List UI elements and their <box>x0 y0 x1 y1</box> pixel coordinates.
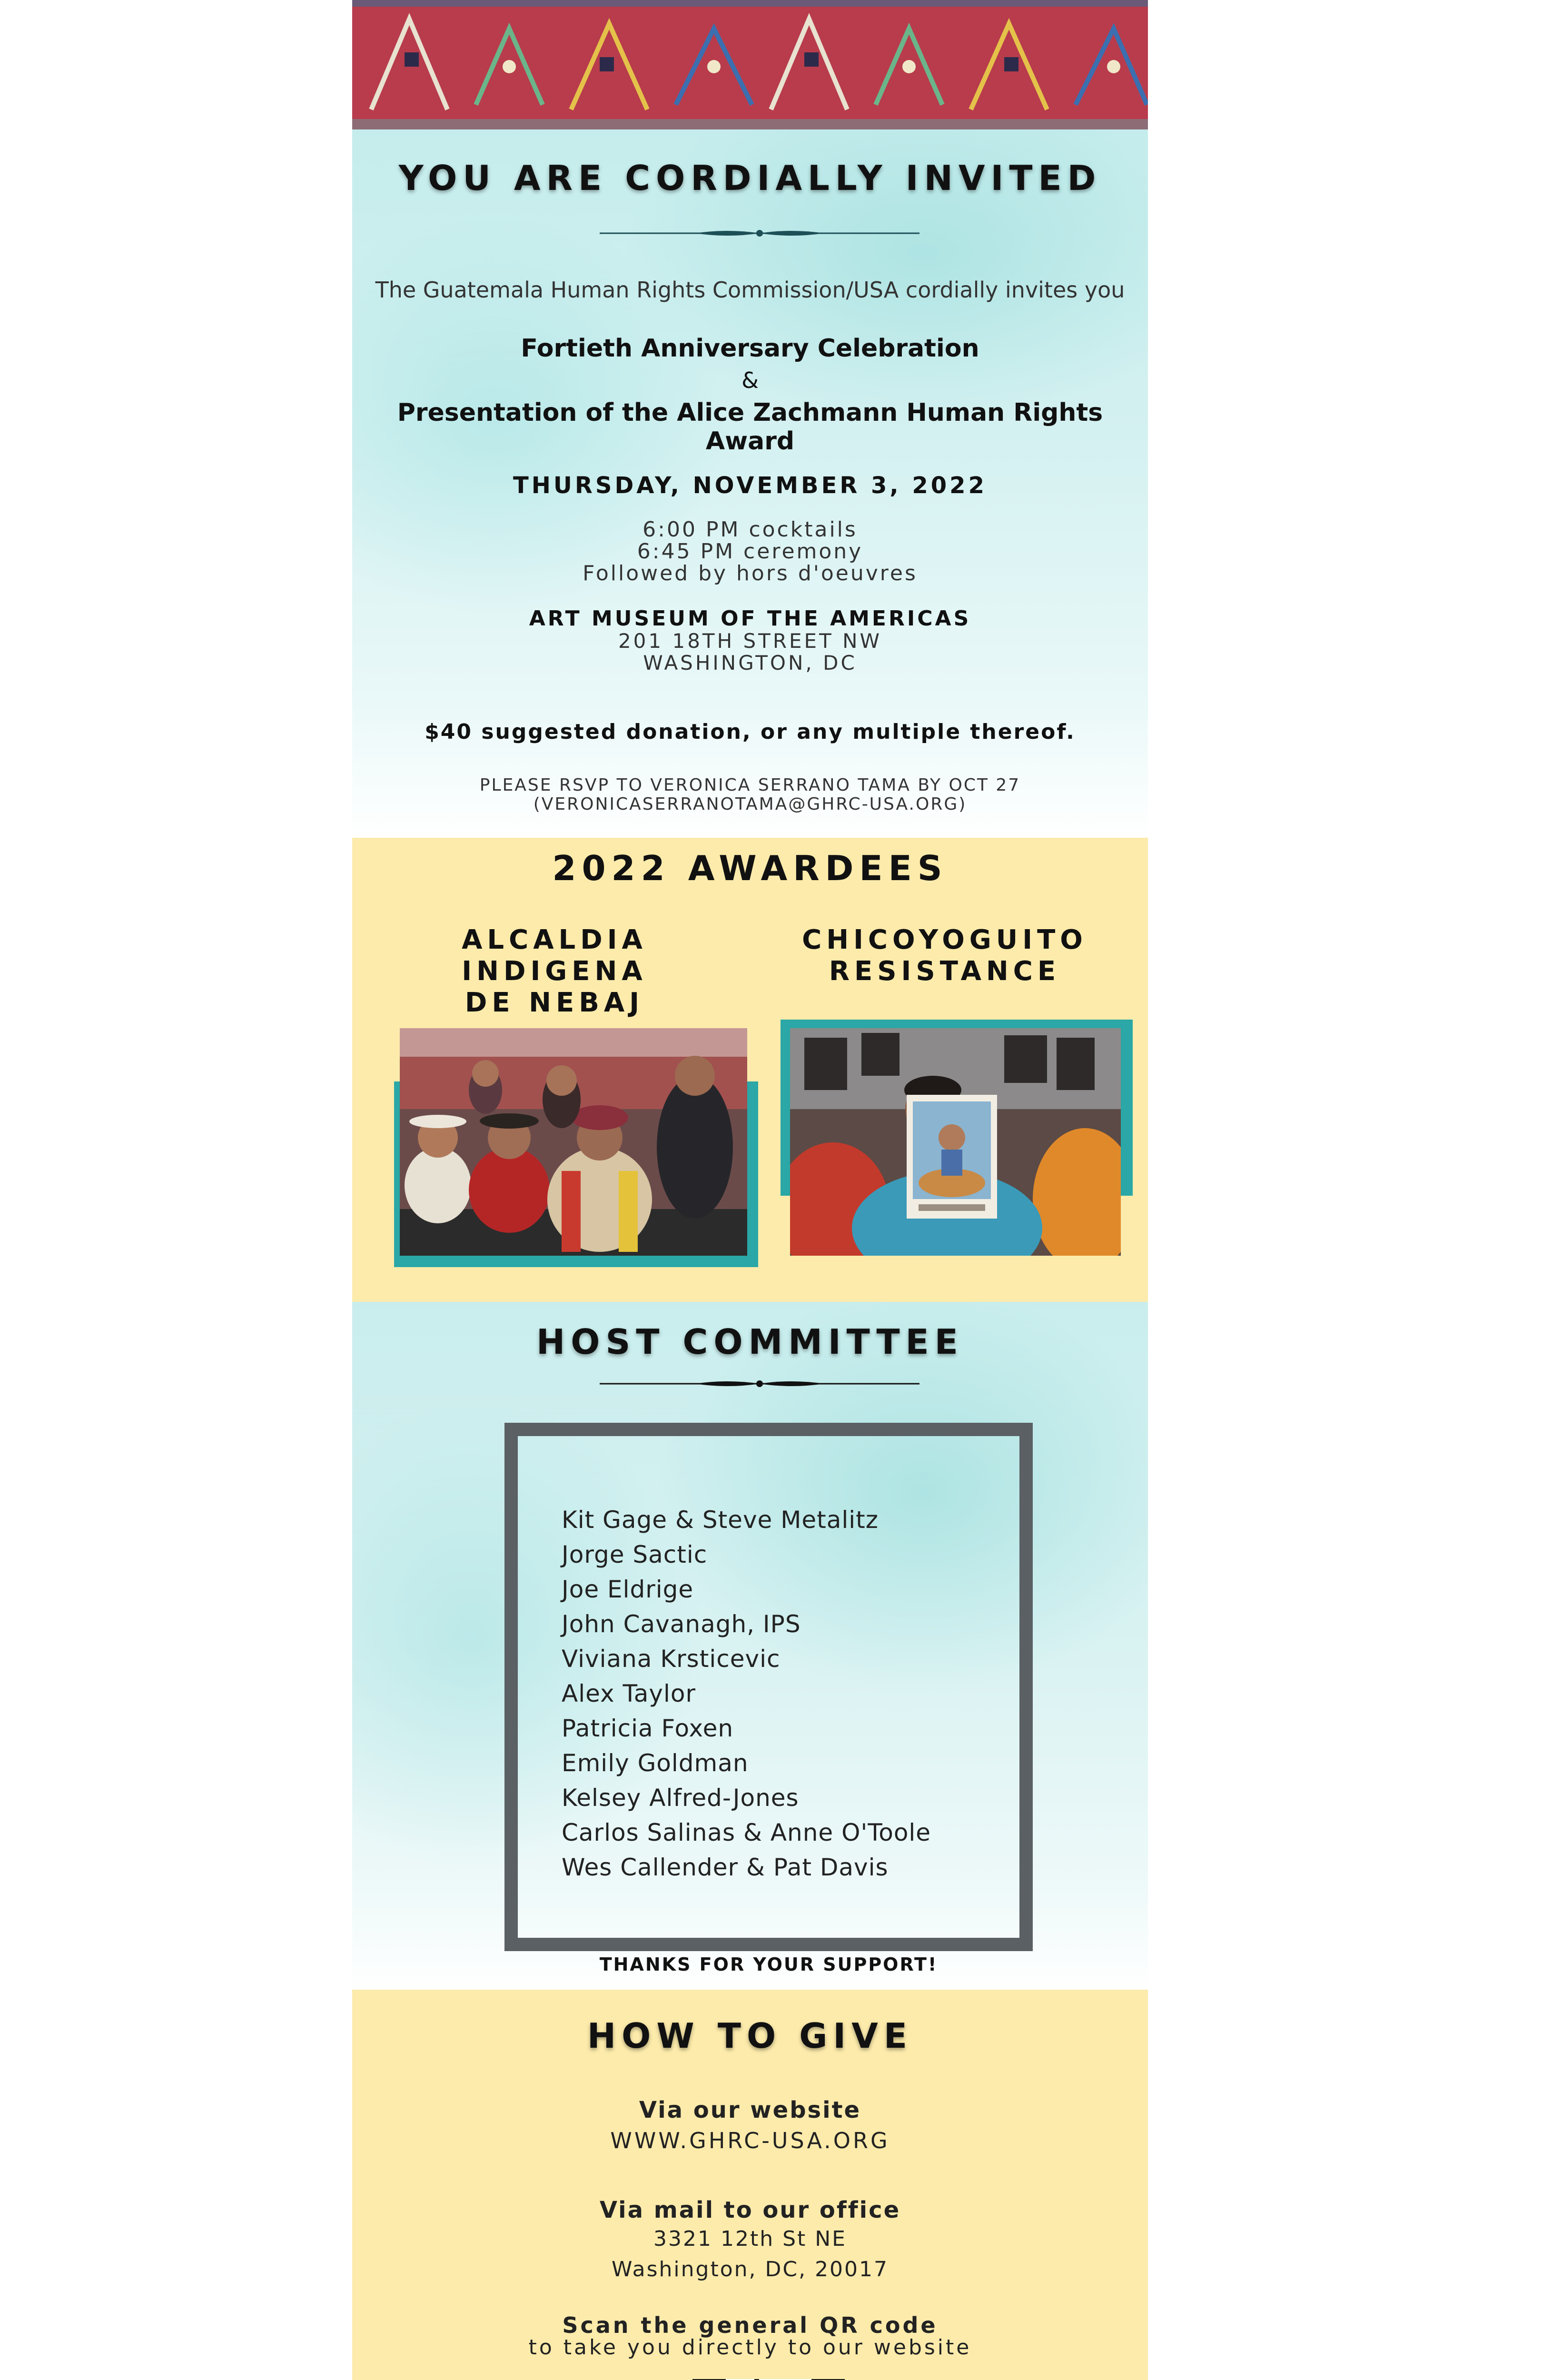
how-to-give-section <box>352 1990 1148 2380</box>
list-item: Joe Eldrige <box>562 1576 694 1603</box>
schedule-ceremony: 6:45 PM ceremony <box>637 539 863 564</box>
protest-photo-icon <box>790 1028 1121 1256</box>
donation-text: $40 suggested donation, or any multiple thereof. <box>425 720 1076 744</box>
awardee-left-line1: ALCALDIA INDIGENA <box>462 924 647 987</box>
list-item: Kelsey Alfred-Jones <box>562 1784 799 1812</box>
photo-nebaj <box>400 1028 747 1256</box>
event-ampersand: & <box>741 367 759 393</box>
list-item: Viviana Krsticevic <box>562 1645 781 1673</box>
schedule-followed: Followed by hors d'oeuvres <box>583 561 918 585</box>
thanks-text: THANKS FOR YOUR SUPPORT! <box>599 1954 938 1975</box>
event-date: THURSDAY, NOVEMBER 3, 2022 <box>513 472 987 499</box>
list-item: Patricia Foxen <box>562 1715 734 1742</box>
host-committee-section <box>352 1302 1148 1990</box>
give-mail-street: 3321 12th St NE <box>653 2227 847 2251</box>
awardee-left-line2: DE NEBAJ <box>465 987 644 1018</box>
invitation-title: YOU ARE CORDIALLY INVITED <box>398 158 1102 198</box>
ornamental-divider-icon <box>600 1379 919 1388</box>
venue-name: ART MUSEUM OF THE AMERICAS <box>529 606 971 631</box>
awardee-right-line2: RESISTANCE <box>829 956 1061 987</box>
host-committee-list <box>562 1503 931 1885</box>
list-item: Jorge Sactic <box>562 1541 708 1568</box>
how-to-give-title: HOW TO GIVE <box>587 2016 913 2056</box>
list-item: Alex Taylor <box>562 1680 696 1707</box>
rsvp-email[interactable]: (VERONICASERRANOTAMA@GHRC-USA.ORG) <box>533 794 967 814</box>
give-mail-city: Washington, DC, 20017 <box>611 2257 889 2281</box>
schedule-cocktails: 6:00 PM cocktails <box>642 517 858 542</box>
photo-chicoyoguito <box>790 1028 1121 1256</box>
venue-city: WASHINGTON, DC <box>643 651 857 674</box>
list-item: Carlos Salinas & Anne O'Toole <box>562 1819 931 1846</box>
rsvp-block <box>352 776 1148 814</box>
event-line1: Fortieth Anniversary Celebration <box>521 334 979 363</box>
host-committee-title: HOST COMMITTEE <box>536 1322 964 1362</box>
invitation-page <box>352 0 1148 2380</box>
awardees-title: 2022 AWARDEES <box>552 848 948 888</box>
give-web-url[interactable]: WWW.GHRC-USA.ORG <box>610 2128 890 2153</box>
textile-band-top <box>352 0 1148 129</box>
list-item: John Cavanagh, IPS <box>562 1610 801 1638</box>
give-mail-label: Via mail to our office <box>599 2197 901 2223</box>
venue-street: 201 18TH STREET NW <box>618 629 882 653</box>
give-qr-sub: to take you directly to our website <box>528 2335 972 2360</box>
event-schedule <box>352 519 1148 585</box>
give-web-label: Via our website <box>639 2097 861 2123</box>
awardees-section <box>352 838 1148 1302</box>
list-item: Emily Goldman <box>562 1749 749 1777</box>
group-photo-icon <box>400 1028 747 1256</box>
awardee-right-name <box>771 924 1118 987</box>
textile-pattern-icon <box>352 0 1148 129</box>
invitation-section <box>352 129 1148 838</box>
event-line2: Presentation of the Alice Zachmann Human Rights Award <box>397 398 1103 456</box>
host-committee-frame <box>504 1423 1033 1951</box>
give-qr-label: Scan the general QR code <box>562 2312 938 2338</box>
rsvp-line1: PLEASE RSVP TO VERONICA SERRANO TAMA BY OCT 27 <box>479 775 1021 795</box>
ornamental-divider-icon <box>600 228 919 238</box>
awardee-right-line1: CHICOYOGUITO <box>802 924 1087 955</box>
list-item: Kit Gage & Steve Metalitz <box>562 1506 879 1534</box>
invitation-intro: The Guatemala Human Rights Commission/USA cordially invites you <box>375 277 1125 303</box>
awardee-left-name <box>381 924 728 1019</box>
list-item: Wes Callender & Pat Davis <box>562 1854 889 1881</box>
